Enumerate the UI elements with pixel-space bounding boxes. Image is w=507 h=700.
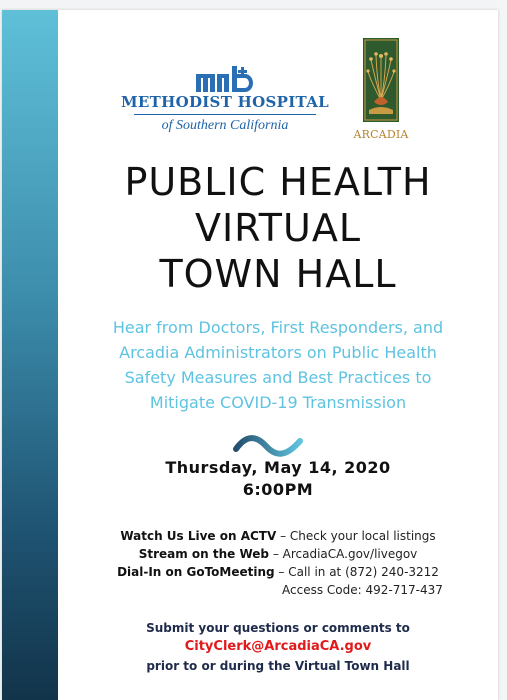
stream-web-label: Stream on the Web	[138, 547, 270, 561]
submit-deadline-note: prior to or during the Virtual Town Hall	[146, 659, 410, 673]
arcadia-city-name: ARCADIA	[353, 128, 409, 141]
methodist-hospital-name: METHODIST HOSPITAL	[121, 93, 329, 111]
description-line-4: Mitigate COVID-19 Transmission	[149, 393, 407, 412]
event-flyer	[2, 10, 498, 700]
methodist-hospital-logo	[120, 66, 330, 146]
decorative-gradient-bar	[2, 10, 58, 700]
watch-live-line	[58, 529, 498, 543]
dial-in-phone: – Call in at (872) 240-3212	[274, 565, 439, 579]
methodist-mh-icon	[196, 66, 254, 92]
page-title-line-1: PUBLIC HEALTH	[124, 160, 432, 204]
wave-divider-icon	[232, 433, 304, 459]
event-time: 6:00PM	[242, 480, 314, 499]
watch-live-label: Watch Us Live on ACTV	[120, 529, 277, 543]
access-code: Access Code: 492-717-437	[282, 583, 443, 597]
page-title-line-2: VIRTUAL	[194, 206, 362, 250]
description-line-2: Arcadia Administrators on Public Health	[119, 343, 437, 362]
clerk-email-link[interactable]: CityClerk@ArcadiaCA.gov	[184, 639, 372, 654]
stream-web-link[interactable]: – ArcadiaCA.gov/livegov	[269, 547, 418, 561]
dial-in-label: Dial-In on GoToMeeting	[117, 565, 275, 579]
logo-divider	[134, 114, 316, 115]
arcadia-seal-icon	[363, 38, 399, 122]
description-line-3: Safety Measures and Best Practices to	[124, 368, 432, 387]
description-line-1: Hear from Doctors, First Responders, and	[112, 318, 444, 337]
page-title-line-3: TOWN HALL	[159, 252, 397, 296]
event-date: Thursday, May 14, 2020	[165, 458, 391, 477]
city-of-arcadia-logo	[352, 38, 410, 148]
dial-in-line	[58, 565, 498, 579]
stream-web-line	[58, 547, 498, 561]
methodist-hospital-subtitle: of Southern California	[161, 118, 289, 133]
submit-instructions: Submit your questions or comments to	[146, 621, 410, 635]
watch-live-detail: – Check your local listings	[276, 529, 436, 543]
